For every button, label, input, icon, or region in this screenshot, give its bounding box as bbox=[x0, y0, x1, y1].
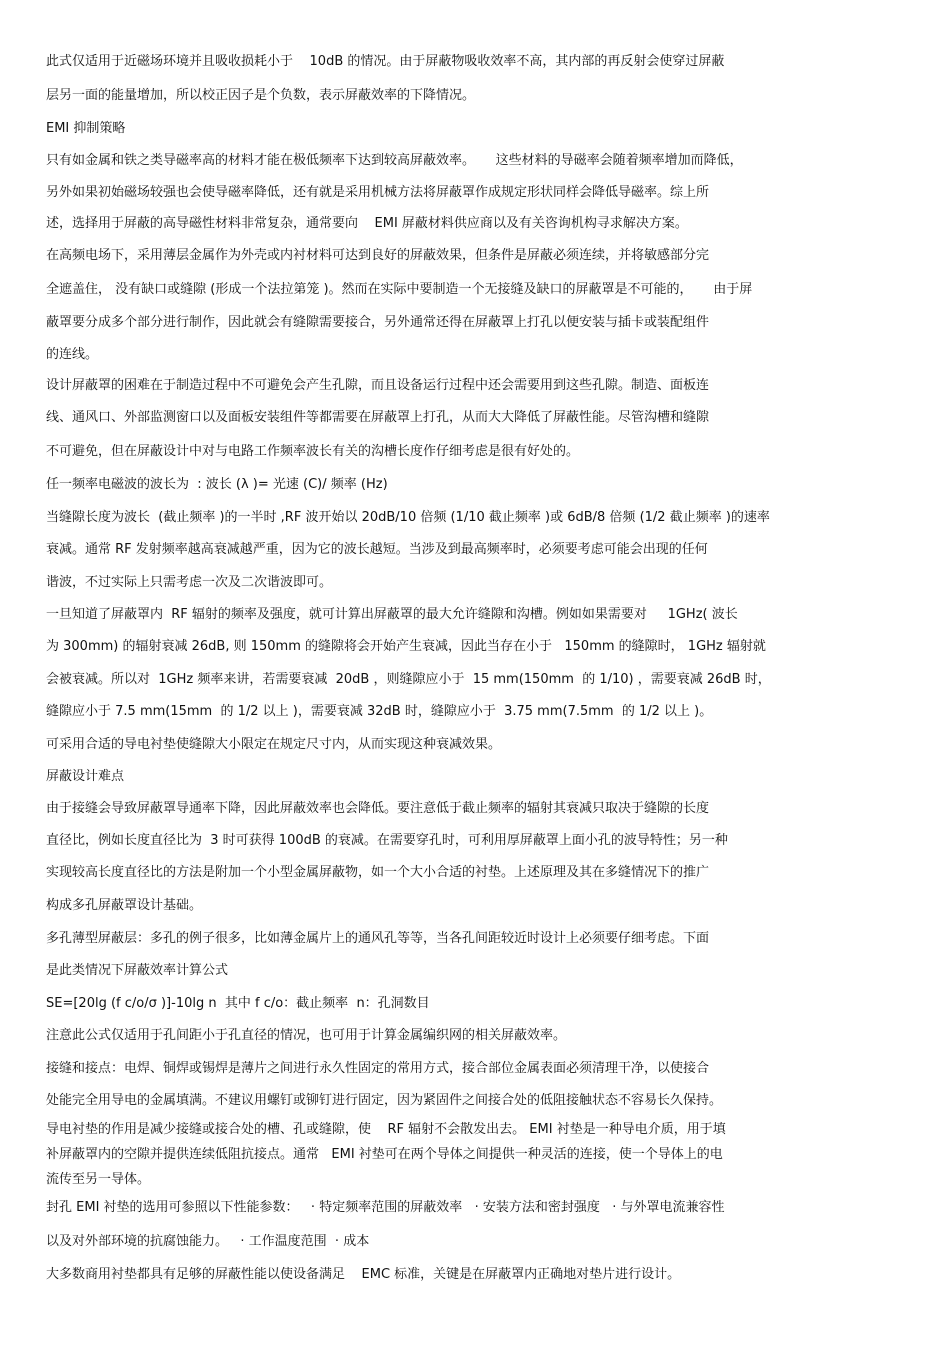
section-heading: 屏蔽设计难点 bbox=[46, 769, 125, 784]
paragraph-line: 以及对外部环境的抗腐蚀能力。 · 工作温度范围 · 成本 bbox=[46, 1234, 370, 1249]
paragraph-line: 在高频电场下，采用薄层金属作为外壳或内衬材料可达到良好的屏蔽效果，但条件是屏蔽必须连续，并将敏感部分完 bbox=[46, 248, 710, 263]
paragraph-line: 多孔薄型屏蔽层：多孔的例子很多，比如薄金属片上的通风孔等等，当各孔间距较近时设计上必须要仔细考虑。下面 bbox=[46, 931, 710, 946]
paragraph-line: 注意此公式仅适用于孔间距小于孔直径的情况，也可用于计算金属编织网的相关屏蔽效率。 bbox=[46, 1028, 567, 1043]
paragraph-line: 另外如果初始磁场较强也会使导磁率降低，还有就是采用机械方法将屏蔽罩作成规定形状同样会降低导磁率。综上所 bbox=[46, 185, 710, 200]
paragraph-line: 实现较高长度直径比的方法是附加一个小型金属屏蔽物，如一个大小合适的衬垫。上述原理及其在多缝情况下的推广 bbox=[46, 865, 710, 880]
paragraph-line: 大多数商用衬垫都具有足够的屏蔽性能以使设备满足 EMC 标准，关键是在屏蔽罩内正确地对垫片进行设计。 bbox=[46, 1267, 681, 1282]
paragraph-line: 此式仅适用于近磁场环境并且吸收损耗小于 10dB 的情况。由于屏蔽物吸收效率不高，其内部的再反射会使穿过屏蔽 bbox=[46, 54, 725, 69]
paragraph-line: 当缝隙长度为波长 (截止频率 )的一半时 ,RF 波开始以 20dB/10 倍频 (1/10 截止频率 )或 6dB/8 倍频 (1/2 截止频率 )的速率 bbox=[46, 510, 770, 525]
paragraph-line: 任一频率电磁波的波长为 : 波长 (λ )= 光速 (C)/ 频率 (Hz) bbox=[46, 477, 388, 492]
paragraph-line: 会被衰减。所以对 1GHz 频率来讲，若需要衰减 20dB ，则缝隙应小于 15 mm(150mm 的 1/10) ，需要衰减 26dB 时， bbox=[46, 672, 771, 687]
paragraph-line: 设计屏蔽罩的困难在于制造过程中不可避免会产生孔隙，而且设备运行过程中还会需要用到这些孔隙。制造、面板连 bbox=[46, 378, 710, 393]
paragraph-line: 蔽罩要分成多个部分进行制作，因此就会有缝隙需要接合，另外通常还得在屏蔽罩上打孔以便安装与插卡或装配组件 bbox=[46, 315, 710, 330]
paragraph-line: 可采用合适的导电衬垫使缝隙大小限定在规定尺寸内，从而实现这种衰减效果。 bbox=[46, 737, 502, 752]
paragraph-line: 补屏蔽罩内的空隙并提供连续低阻抗接点。通常 EMI 衬垫可在两个导体之间提供一种灵活的连接，使一个导体上的电 bbox=[46, 1147, 723, 1162]
paragraph-line: 不可避免，但在屏蔽设计中对与电路工作频率波长有关的沟槽长度作仔细考虑是很有好处的。 bbox=[46, 444, 580, 459]
paragraph-line: 缝隙应小于 7.5 mm(15mm 的 1/2 以上 )，需要衰减 32dB 时，缝隙应小于 3.75 mm(7.5mm 的 1/2 以上 )。 bbox=[46, 704, 713, 719]
paragraph-line: 接缝和接点：电焊、铜焊或锡焊是薄片之间进行永久性固定的常用方式，接合部位金属表面必须清理干净，以使接合 bbox=[46, 1061, 710, 1076]
paragraph-line: 导电衬垫的作用是减少接缝或接合处的槽、孔或缝隙，使 RF 辐射不会散发出去。 EMI 衬垫是一种导电介质，用于填 bbox=[46, 1122, 726, 1137]
paragraph-line: 述，选择用于屏蔽的高导磁性材料非常复杂，通常要向 EMI 屏蔽材料供应商以及有关咨询机构寻求解决方案。 bbox=[46, 216, 688, 231]
paragraph-line: 全遮盖住， 没有缺口或缝隙 (形成一个法拉第笼 )。然而在实际中要制造一个无接缝及缺口的屏蔽罩是不可能的， 由于屏 bbox=[46, 282, 753, 297]
paragraph-line: 处能完全用导电的金属填满。不建议用螺钉或铆钉进行固定，因为紧固件之间接合处的低阻接触状态不容易长久保持。 bbox=[46, 1093, 723, 1108]
paragraph-line: 流传至另一导体。 bbox=[46, 1172, 151, 1187]
paragraph-line: 构成多孔屏蔽罩设计基础。 bbox=[46, 898, 203, 913]
paragraph-line: 直径比，例如长度直径比为 3 时可获得 100dB 的衰减。在需要穿孔时，可利用厚屏蔽罩上面小孔的波导特性；另一种 bbox=[46, 833, 728, 848]
paragraph-line: 由于接缝会导致屏蔽罩导通率下降，因此屏蔽效率也会降低。要注意低于截止频率的辐射其衰减只取决于缝隙的长度 bbox=[46, 801, 710, 816]
section-heading: EMI 抑制策略 bbox=[46, 121, 126, 136]
formula-line: SE=[20lg (f c/o/σ )]-10lg n 其中 f c/o：截止频率 n：孔洞数目 bbox=[46, 996, 430, 1011]
paragraph-line: 线、通风口、外部监测窗口以及面板安装组件等都需要在屏蔽罩上打孔，从而大大降低了屏蔽性能。尽管沟槽和缝隙 bbox=[46, 410, 710, 425]
paragraph-line: 的连线。 bbox=[46, 347, 99, 362]
paragraph-line: 一旦知道了屏蔽罩内 RF 辐射的频率及强度，就可计算出屏蔽罩的最大允许缝隙和沟槽。例如如果需要对 1GHz( 波长 bbox=[46, 607, 738, 622]
paragraph-line: 是此类情况下屏蔽效率计算公式 bbox=[46, 963, 229, 978]
paragraph-line: 只有如金属和铁之类导磁率高的材料才能在极低频率下达到较高屏蔽效率。 这些材料的导磁率会随着频率增加而降低， bbox=[46, 153, 743, 168]
paragraph-line: 为 300mm) 的辐射衰减 26dB, 则 150mm 的缝隙将会开始产生衰减，因此当存在小于 150mm 的缝隙时， 1GHz 辐射就 bbox=[46, 639, 766, 654]
paragraph-line: 层另一面的能量增加，所以校正因子是个负数，表示屏蔽效率的下降情况。 bbox=[46, 88, 476, 103]
paragraph-line: 谐波，不过实际上只需考虑一次及二次谐波即可。 bbox=[46, 575, 333, 590]
paragraph-line: 封孔 EMI 衬垫的选用可参照以下性能参数： · 特定频率范围的屏蔽效率 · 安装方法和密封强度 · 与外罩电流兼容性 bbox=[46, 1200, 725, 1215]
paragraph-line: 衰减。通常 RF 发射频率越高衰减越严重，因为它的波长越短。当涉及到最高频率时，必须要考虑可能会出现的任何 bbox=[46, 542, 708, 557]
